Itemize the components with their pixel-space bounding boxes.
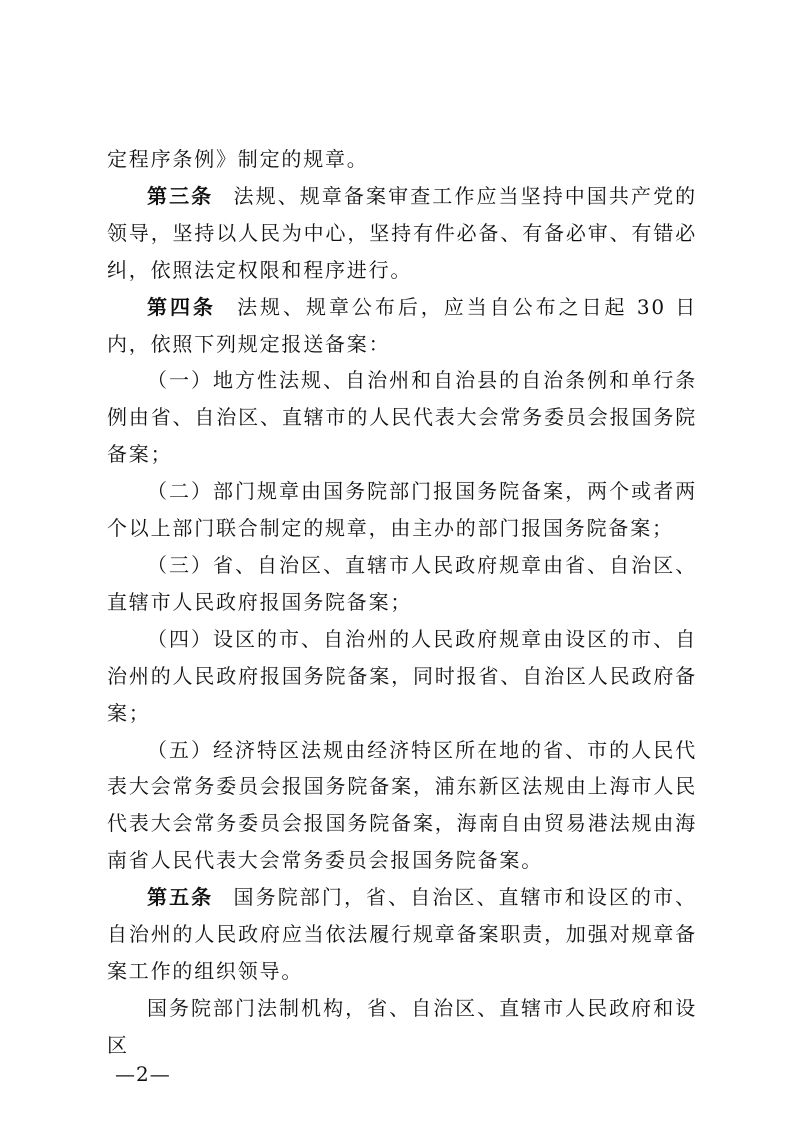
list-item-3 (107, 547, 697, 621)
article-heading: 第三条 (147, 183, 214, 208)
page-number: —2— (115, 1062, 171, 1086)
article-3 (107, 178, 697, 289)
list-item-text: （二）部门规章由国务院部门报国务院备案，两个或者两个以上部门联合制定的规章，由主办的部门报国务院备案； (107, 479, 697, 541)
paragraph-continuation (107, 141, 697, 178)
article-text: 法规、规章备案审查工作应当坚持中国共产党的领导，坚持以人民为中心，坚持有件必备、有备必审、有错必纠，依照法定权限和程序进行。 (107, 183, 697, 282)
list-item-1 (107, 362, 697, 473)
article-heading: 第四条 (147, 294, 216, 319)
article-4 (107, 289, 697, 363)
article-text: 法规、规章公布后，应当自公布之日起 30 日内，依照下列规定报送备案： (107, 294, 697, 356)
list-item-text: （四）设区的市、自治州的人民政府规章由设区的市、自治州的人民政府报国务院备案，同时报省、自治区人民政府备案； (107, 626, 697, 725)
list-item-2 (107, 473, 697, 547)
list-item-text: （五）经济特区法规由经济特区所在地的省、市的人民代表大会常务委员会报国务院备案，浦东新区法规由上海市人民代表大会常务委员会报国务院备案，海南自由贸易港法规由海南省人民代表大会常务委员会报国务院备案。 (107, 737, 697, 873)
article-5 (107, 879, 697, 990)
document-body (107, 141, 697, 1064)
list-item-text: （一）地方性法规、自治州和自治县的自治条例和单行条例由省、自治区、直辖市的人民代表大会常务委员会报国务院备案； (107, 368, 697, 467)
list-item-text: （三）省、自治区、直辖市人民政府规章由省、自治区、直辖市人民政府报国务院备案； (107, 552, 697, 614)
article-heading: 第五条 (147, 885, 214, 910)
paragraph-text: 国务院部门法制机构，省、自治区、直辖市人民政府和设区 (107, 995, 697, 1057)
paragraph-final (107, 990, 697, 1064)
article-text: 国务院部门，省、自治区、直辖市和设区的市、自治州的人民政府应当依法履行规章备案职责，加强对规章备案工作的组织领导。 (107, 885, 697, 983)
paragraph-text: 定程序条例》制定的规章。 (107, 147, 369, 171)
list-item-5 (107, 732, 697, 880)
list-item-4 (107, 621, 697, 732)
